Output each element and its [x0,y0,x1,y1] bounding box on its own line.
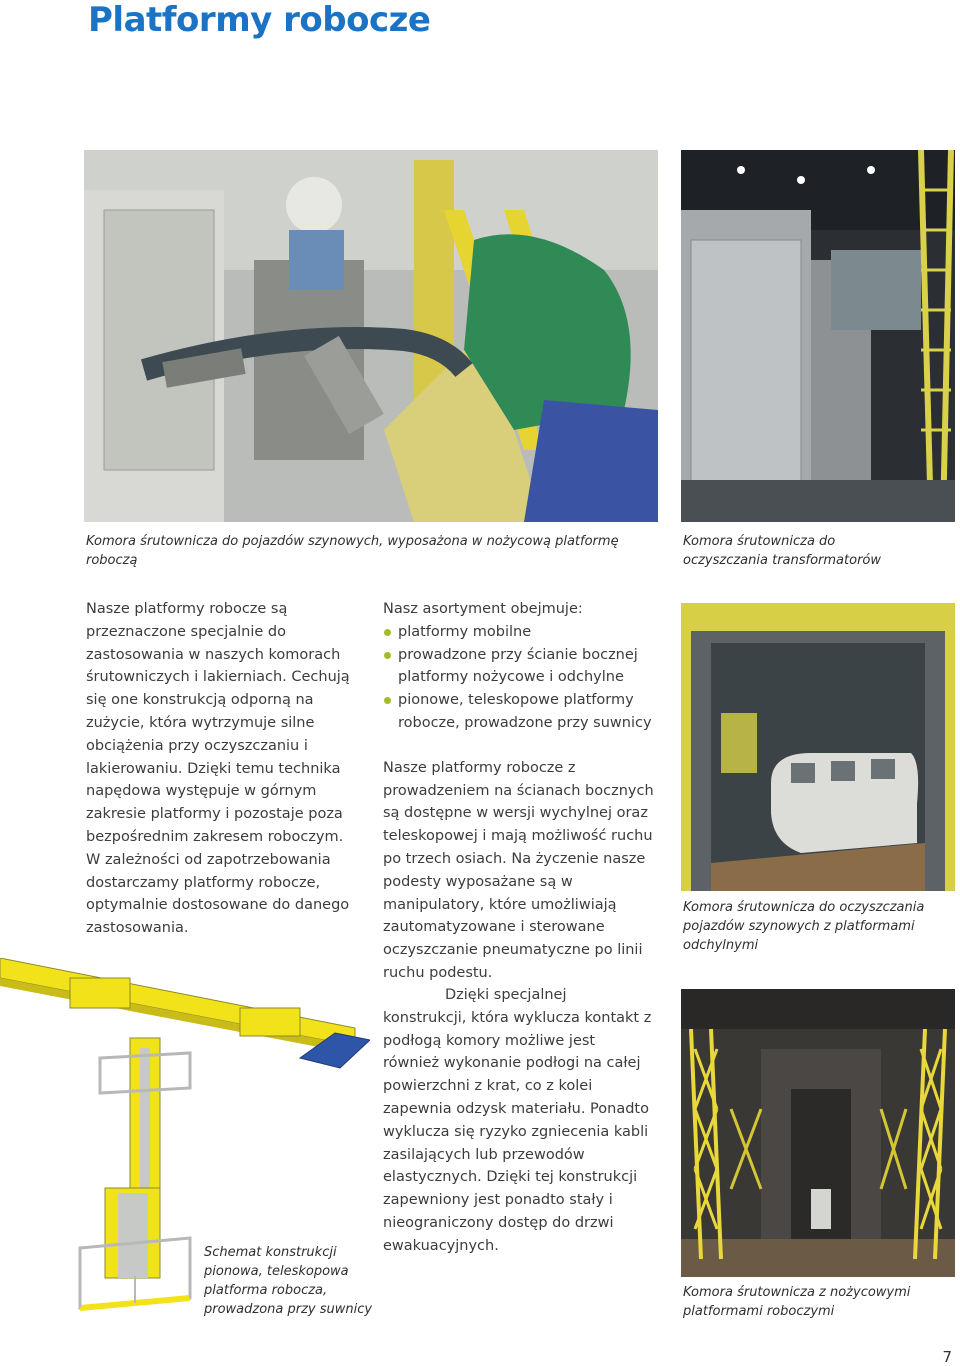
text-column-2 [383,598,665,985]
paragraph-floor-design: Dzięki specjalnej konstrukcji, która wyklucza kontakt z podłogą komory możliwe jest również wykonanie podłogi na całej powierzchni z krat, co z kolei zapewnia odzysk materiału. Ponadto wyklucza się ryzyko zgniecenia kabli zasilających lub przewodów elastycznych. Dzięki tej konstrukcji zapewniony jest ponadto stały i nieograniczony dostęp do drzwi ewakuacyjnych. [383,987,652,1254]
photo-scissor-platforms [681,989,955,1277]
list-item: platformy mobilne [383,621,665,644]
paragraph-side-wall: Nasze platformy robocze z prowadzeniem na ścianach bocznych są dostępne w wersji wychylnej oraz teleskopowej i mają możliwość ruchu po trzech osiach. Na życzenie nasze podesty wyposażane są w manipulatory, które umożliwiają zautomatyzowane i sterowane oczyszczanie pneumatyczne po linii ruchu podestu. [383,759,654,981]
photo-rail-vehicle-booth [84,150,658,522]
range-list [383,621,665,735]
photo-transformer-booth [681,150,955,522]
caption-photo-2: Komora śrutownicza do oczyszczania transformatorów [683,534,882,568]
range-intro: Nasz asortyment obejmuje: [383,601,583,617]
paragraph-intro: Nasze platformy robocze są przeznaczone specjalnie do zastosowania w naszych komorach śrutowniczych i lakierniach. Cechują się one konstrukcją odporną na zużycie, która wytrzymuje silne obciążenia przy oczyszczaniu i lakierowaniu. Dzięki temu technika napędowa występuje w górnym zakresie platformy i pozostaje poza bezpośrednim zakresem roboczym. W zależności od zapotrzebowania dostarczamy platformy robocze, optymalnie dostosowane do danego zastosowania. [86,601,350,937]
caption-photo-1: Komora śrutownicza do pojazdów szynowych, wyposażona w nożycową platformę roboczą [86,534,619,568]
caption-photo-3: Komora śrutownicza do oczyszczania pojazdów szynowych z platformami odchylnymi [683,900,925,953]
text-column-3 [383,984,653,1258]
page-number: 7 [942,1348,952,1366]
page-title: Platformy robocze [88,0,431,40]
photo-tilting-platforms [681,603,955,891]
caption-schematic: Schemat konstrukcji pionowa, teleskopowa platforma robocza, prowadzona przy suwnicy [204,1245,373,1317]
caption-photo-4: Komora śrutownicza z nożycowymi platformami roboczymi [683,1285,911,1319]
text-column-1 [86,598,362,940]
list-item: prowadzone przy ścianie bocznej platformy nożycowe i odchylne [383,644,665,690]
list-item: pionowe, teleskopowe platformy robocze, prowadzone przy suwnicy [383,689,665,735]
